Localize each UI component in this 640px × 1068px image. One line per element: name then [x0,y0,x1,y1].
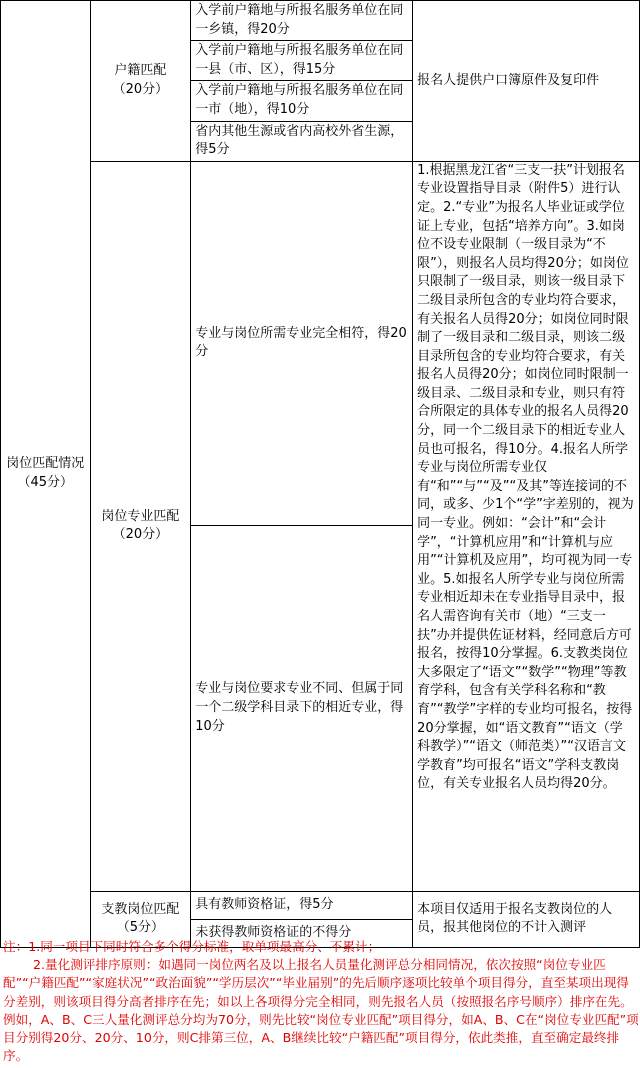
hukou-note: 报名人提供户口簿原件及复印件 [413,1,640,162]
major-cell [90,161,191,891]
hukou-cell [90,1,191,162]
hukou-item: 入学前户籍地与所报名服务单位在同一乡镇，得20分 [191,1,413,41]
major-item-full: 专业与岗位所需专业完全相符，得20分 [191,161,413,525]
teacher-note: 本项目仅适用于报名支教岗位的人员，报其他岗位的不计入测评 [413,891,640,947]
hukou-item: 入学前户籍地与所报名服务单位在同一县（市、区），得15分 [191,41,413,81]
footnotes [0,938,640,1065]
teacher-score: （5分） [116,920,165,936]
major-item-related: 专业与岗位要求专业不同、但属于同一个二级学科目录下的相近专业，得10分 [191,525,413,891]
major-score: （20分） [112,527,169,543]
major-note-text: 1.根据黑龙江省“三支一扶”计划报名专业设置指导目录（附件5）进行认定。2.“专业”为报名人毕业证或学位证上专业，包括“培养方向”。3.如岗位不设专业限制（一级目录为“不限”），则报名人员均得20分；如岗位只限制了一级目录，则该一级目录下二级目录所包含的专业均符合要求，有关报名人员得20分；如岗位同时限制了一级目录和二级目录，则该二级目录所包含的专业均符合要求，有关报名人员得20分；如岗位同时限制一级目录、二级目录和专业，则只有符合所限定的具体专业的报名人员得20分，同一个二级目录下的相近专业人员也可报名，得10分。4.报名人所学专业与岗位所需专业仅有“和”“与”“及”“及其”等连接词的不同，或多、少1个“学”字差别的，视为同一专业。例如：“会计”和“会计学”，“计算机应用”和“计算机与应用”“计算机及应用”，均可视为同一专业。5.如报名人所学专业与岗位所需专业相近却未在专业指导目录中，报名人需咨询有关市（地）“三支一扶”办并提供佐证材料，经同意后方可报名，按得10分掌握。6.支教类岗位大多限定了“语文”“数学”“物理”等教育学科，包含有关学科名称和“教育”“教学”字样的专业均可报名，按得20分掌握，如“语文教育”“语文（学科教学）”“语文（师范类）”“汉语言文学教育”均可报名“语文”学科支教岗位，有关专业报名人员均得20分。 [417,162,634,792]
hukou-score: （20分） [112,81,169,97]
footnote-1: 注：1.同一项目下同时符合多个得分标准，取单项最高分、不累计； [3,939,381,954]
hukou-item: 入学前户籍地与所报名服务单位在同一市（地），得10分 [191,81,413,121]
hukou-label: 户籍匹配 [114,63,167,79]
major-note [413,161,640,891]
teacher-label: 支教岗位匹配 [101,901,180,917]
group-cell [1,1,91,948]
teacher-item: 未获得教师资格证的不得分 [191,919,413,947]
major-label: 岗位专业匹配 [101,508,180,524]
hukou-item: 省内其他生源或省内高校外省生源，得5分 [191,121,413,161]
group-label: 岗位匹配情况 [6,456,85,472]
group-score: （45分） [17,474,74,490]
footnote-2: 2.量化测评排序原则：如遇同一岗位两名及以上报名人员量化测评总分相同情况，依次按照“岗位专业匹配”“户籍匹配”“家庭状况”“政治面貌”“学历层次”“毕业届别”的先后顺序逐项比较单个项目得分，直至某项出现得分差别，则该项目得分高者排序在先；如以上各项得分完全相同，则先报名人员（按照报名序号顺序）排序在先。例如，A、B、C三人量化测评总分均为70分，则先比较“岗位专业匹配”项目得分，如A、B、C在“岗位专业匹配”项目分别得20分、20分、10分，则C排第三位，A、B继续比较“户籍匹配”项目得分，依此类推，直至确定最终排序。 [3,957,639,1064]
teacher-item: 具有教师资格证，得5分 [191,891,413,919]
